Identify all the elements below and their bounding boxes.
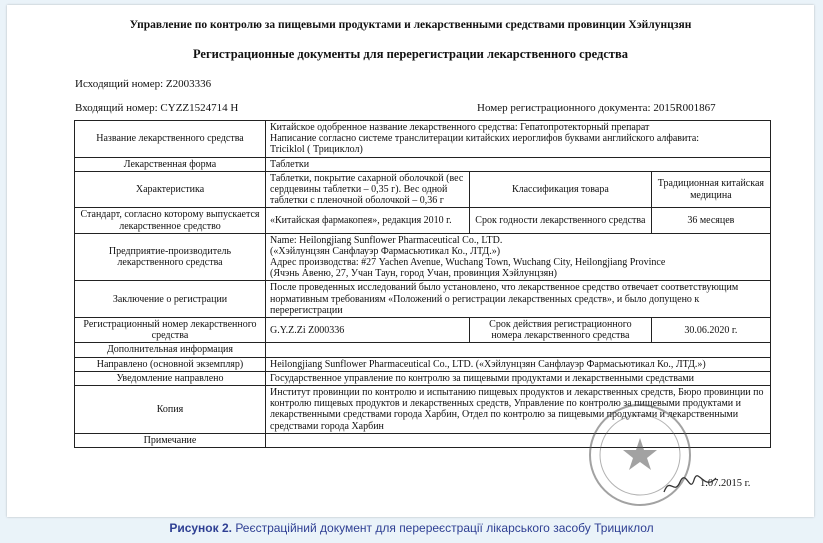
incoming-number: Входящий номер: CYZZ1524714 H	[75, 102, 239, 114]
caption-text: Реєстраційний документ для перереєстрації лікарського засобу Трициклол	[231, 521, 654, 535]
classification-value: Традиционная китайская медицина	[651, 171, 770, 208]
manufacturer-line: («Хэйлунцзян Санфлауэр Фармасьютикал Ко., ЛТД.»)	[270, 245, 501, 257]
issue-date: 1.07.2015 г.	[700, 478, 751, 489]
sent-value: Heilongjiang Sunflower Pharmaceutical Co., LTD. («Хэйлунцзян Санфлауэр Фармасьютикал Ко., ЛТД.»)	[266, 357, 771, 371]
classification-label: Классификация товара	[470, 171, 652, 208]
table-row	[75, 208, 771, 233]
standard-label: Стандарт, согласно которому выпускается лекарственное средство	[75, 208, 266, 233]
copy-value: Институт провинции по контролю и испытанию пищевых продуктов и лекарственных средств, Бюро провинции по контролю пищевых продуктов и лекарственных средств, Управление по контролю за пищевыми продуктами и лекарственными средствами города Харбин, Отдел по контролю за пищевыми продуктами и лекарственными средствами города Харбин	[266, 385, 771, 433]
manufacturer-line: Name: Heilongjiang Sunflower Pharmaceutical Co., LTD.	[270, 234, 503, 246]
conclusion-value: После проведенных исследований было установлено, что лекарственное средство отвечает соответствующим нормативным требованиям «Положений о регистрации лекарственных средств», и было допущено к перерегистрации	[266, 281, 771, 318]
table-row	[75, 371, 771, 385]
notified-value: Государственное управление по контролю за пищевыми продуктами и лекарственными средствами	[266, 371, 771, 385]
table-row	[75, 343, 771, 357]
table-row	[75, 157, 771, 171]
sent-label: Направлено (основной экземпляр)	[75, 357, 266, 371]
copy-label: Копия	[75, 385, 266, 433]
manufacturer-line: (Ячэнь Авеню, 27, Учан Таун, город Учан, провинция Хэйлунцзян)	[270, 268, 557, 280]
table-row	[75, 233, 771, 281]
table-row	[75, 357, 771, 371]
name-label: Название лекарственного средства	[75, 121, 266, 158]
reg-number-value: G.Y.Z.Zi Z000336	[266, 318, 470, 343]
characteristic-label: Характеристика	[75, 171, 266, 208]
table-row	[75, 281, 771, 318]
form-value: Таблетки	[266, 157, 771, 171]
authority-header: Управление по контролю за пищевыми продуктами и лекарственными средствами провинции Хэйлунцзян	[129, 19, 692, 31]
characteristic-value: Таблетки, покрытие сахарной оболочкой (вес сердцевины таблетки – 0,35 г). Вес одной таблетки с пленочной оболочкой – 0,36 г	[266, 171, 470, 208]
manufacturer-label: Предприятие-производитель лекарственного средства	[75, 233, 266, 281]
table-row	[75, 171, 771, 208]
name-line: Triciklol ( Трициклол)	[270, 144, 363, 156]
figure-caption	[0, 521, 823, 535]
manufacturer-line: Адрес производства: #27 Yachen Avenue, Wuchang Town, Wuchang City, Heilongjiang Province	[270, 257, 666, 269]
manufacturer-value	[266, 233, 771, 281]
signature	[660, 470, 720, 500]
note-label: Примечание	[75, 433, 266, 447]
caption-label: Рисунок 2.	[169, 521, 232, 535]
validity-value: 30.06.2020 г.	[651, 318, 770, 343]
conclusion-label: Заключение о регистрации	[75, 281, 266, 318]
shelf-life-value: 36 месяцев	[651, 208, 770, 233]
shelf-life-label: Срок годности лекарственного средства	[470, 208, 652, 233]
document-title: Регистрационные документы для перерегистрации лекарственного средства	[192, 47, 629, 61]
name-value	[266, 121, 771, 158]
registration-table	[74, 120, 771, 448]
outgoing-number: Исходящий номер: Z2003336	[75, 78, 212, 90]
name-line: Написание согласно системе транслитерации китайских иероглифов буквами английского алфавита:	[270, 133, 700, 145]
registration-doc-number: Номер регистрационного документа: 2015R001867	[477, 102, 716, 114]
notified-label: Уведомление направлено	[75, 371, 266, 385]
additional-info-value	[266, 343, 771, 357]
additional-info-label: Дополнительная информация	[75, 343, 266, 357]
validity-label: Срок действия регистрационного номера лекарственного средства	[470, 318, 652, 343]
table-row	[75, 318, 771, 343]
reg-number-label: Регистрационный номер лекарственного средства	[75, 318, 266, 343]
table-row	[75, 121, 771, 158]
name-line: Китайское одобренное название лекарственного средства: Гепатопротекторный препарат	[270, 122, 650, 133]
form-label: Лекарственная форма	[75, 157, 266, 171]
standard-value: «Китайская фармакопея», редакция 2010 г.	[266, 208, 470, 233]
